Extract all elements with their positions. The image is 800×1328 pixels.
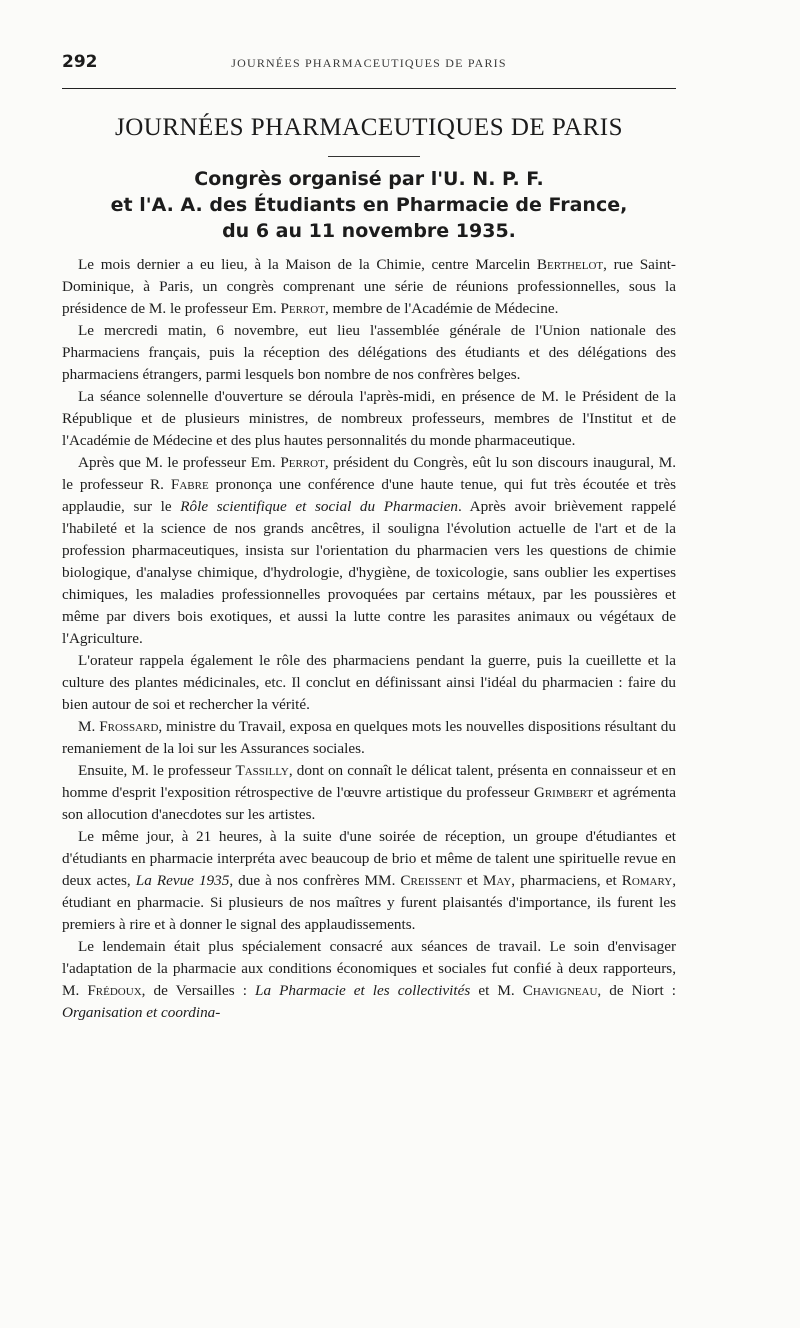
person-name: Chavigneau xyxy=(522,982,598,999)
paragraph: L'orateur rappela également le rôle des pharmaciens pendant la guerre, puis la cueillette et la culture des plantes médicinales, etc. Il conclut en définissant ainsi l'idéal du pharmacien : faire du bien autour de soi et rechercher la vérité. xyxy=(62,652,676,713)
article-subtitle xyxy=(62,166,676,244)
person-name: Frossard xyxy=(99,718,159,735)
lecture-title: Rôle scientifique et social du Pharmacien xyxy=(180,498,458,515)
subtitle-line: du 6 au 11 novembre 1935. xyxy=(222,220,516,242)
person-name: Frédoux xyxy=(87,982,142,999)
paragraph: Le même jour, à 21 heures, à la suite d'une soirée de réception, un groupe d'étudiantes et d'étudiants en pharmacie interpréta avec beaucoup de brio et même de talent une spirituelle revue en deux actes, La Revue 1935, due à nos confrères MM. Creissent et May, pharmaciens, et Romary, étudiant en pharmacie. Si plusieurs de nos maîtres y furent plaisantés d'importance, ils furent les premiers à rire et à donner le signal des applaudissements. xyxy=(62,828,676,933)
report-title: Organisation et coordina- xyxy=(62,1004,221,1021)
paragraph: Après que M. le professeur Em. Perrot, président du Congrès, eût lu son discours inaugural, M. le professeur R. Fabre prononça une conférence d'une haute tenue, qui fut très écoutée et très applaudie, sur le Rôle scientifique et social du Pharmacien. Après avoir brièvement rappelé l'habileté et la science de nos grands ancêtres, il souligna l'évolution actuelle de l'art et de la profession pharmaceutiques, insista sur l'orientation du pharmacien vers les questions de chimie biologique, d'analyse chimique, d'hydrologie, d'hygiène, de toxicologie, sans oublier les expertises chimiques, les maladies professionnelles provoquées par certains métaux, par les poussières et même par divers bois exotiques, et aussi la lutte contre les parasites animaux ou végétaux de l'Agriculture. xyxy=(62,454,676,647)
article-title: JOURNÉES PHARMACEUTIQUES DE PARIS xyxy=(114,114,623,141)
paragraph: Le mercredi matin, 6 novembre, eut lieu l'assemblée générale de l'Union nationale des Pharmaciens français, puis la réception des délégations des étudiants et des délégations des pharmaciens étrangers, parmi lesquels bon nombre de nos confrères belges. xyxy=(62,322,676,383)
paragraph: Le mois dernier a eu lieu, à la Maison de la Chimie, centre Marcelin Berthelot, rue Saint-Dominique, à Paris, un congrès comprenant une série de réunions professionnelles, sous la présidence de M. le professeur Em. Perrot, membre de l'Académie de Médecine. xyxy=(62,256,676,317)
person-name: Romary xyxy=(621,872,673,889)
paragraph: La séance solennelle d'ouverture se déroula l'après-midi, en présence de M. le Président de la République et de plusieurs ministres, de nombreux professeurs, membres de l'Institut et de l'Académie de Médecine et des plus hautes personnalités du monde pharmaceutique. xyxy=(62,388,676,449)
paragraph: M. Frossard, ministre du Travail, exposa en quelques mots les nouvelles dispositions résultant du remaniement de la loi sur les Assurances sociales. xyxy=(62,718,676,757)
revue-title: La Revue 1935 xyxy=(135,872,230,889)
person-name: Creissent xyxy=(400,872,462,889)
person-name: May xyxy=(482,872,512,889)
person-name: Berthelot xyxy=(536,256,604,273)
page-number: 292 xyxy=(62,52,98,72)
page-header xyxy=(62,52,676,82)
subtitle-line: Congrès organisé par l'U. N. P. F. xyxy=(194,168,544,190)
article-body xyxy=(62,254,676,1024)
title-divider xyxy=(328,156,420,157)
person-name: Perrot xyxy=(280,454,325,471)
person-name: Perrot xyxy=(280,300,325,317)
person-name: Tassilly xyxy=(235,762,289,779)
report-title: La Pharmacie et les collectivités xyxy=(255,982,471,999)
subtitle-line: et l'A. A. des Étudiants en Pharmacie de France, xyxy=(110,194,628,216)
person-name: Grimbert xyxy=(533,784,594,801)
running-title: JOURNÉES PHARMACEUTIQUES DE PARIS xyxy=(231,56,507,70)
header-divider xyxy=(62,88,676,89)
paragraph: Le lendemain était plus spécialement consacré aux séances de travail. Le soin d'envisager l'adaptation de la pharmacie aux conditions économiques et sociales fut confié à deux rapporteurs, M. Frédoux, de Versailles : La Pharmacie et les collectivités et M. Chavigneau, de Niort : Organisation et coordina- xyxy=(62,938,676,1021)
paragraph: Ensuite, M. le professeur Tassilly, dont on connaît le délicat talent, présenta en connaisseur et en homme d'esprit l'exposition rétrospective de l'œuvre artistique du professeur Grimbert et agrémenta son allocution d'anecdotes sur les artistes. xyxy=(62,762,677,823)
person-name: Fabre xyxy=(170,476,209,493)
